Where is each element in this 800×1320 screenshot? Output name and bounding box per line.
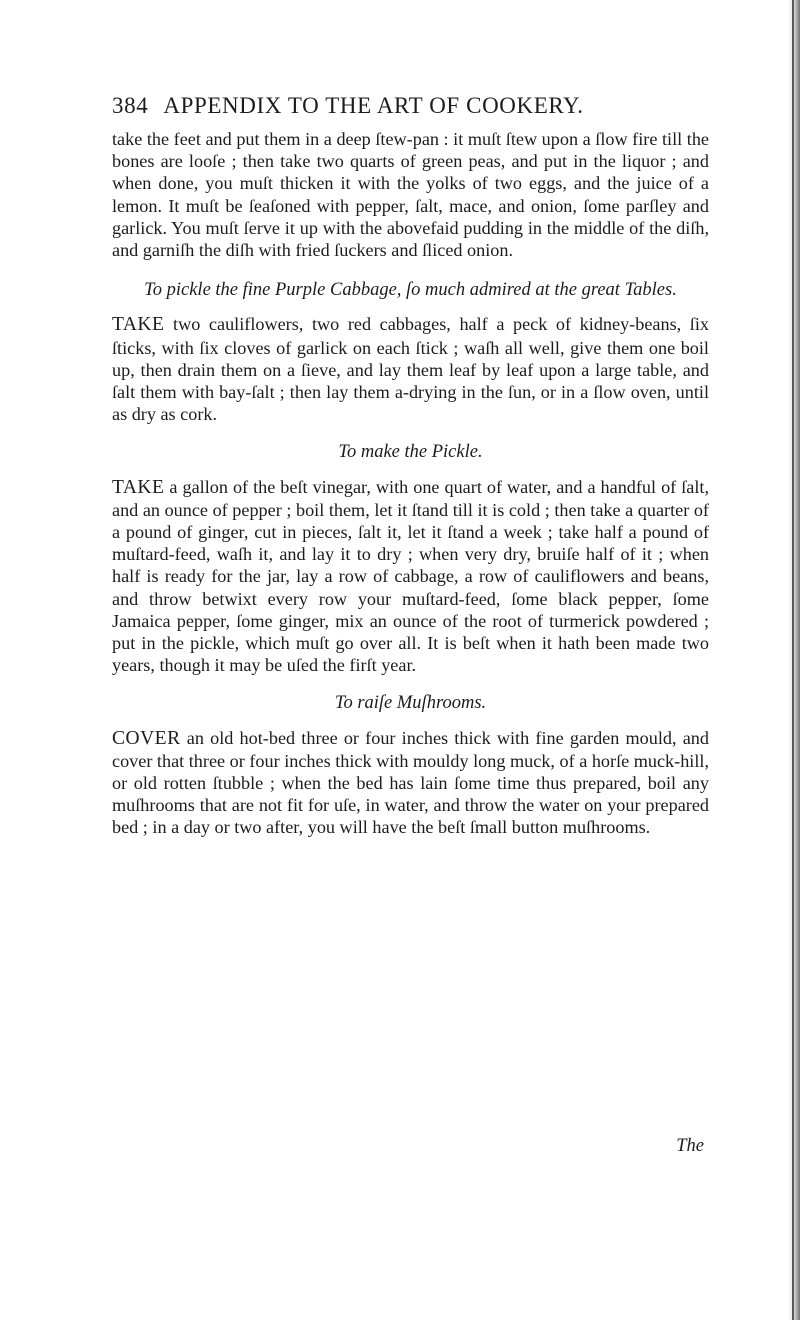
page-body: [112, 128, 709, 839]
recipe-heading-pickle-cabbage: To pickle the fine Purple Cabbage, ſo much admired at the great Tables.: [144, 280, 677, 301]
recipe-paragraph-pickle-cabbage: [112, 313, 709, 425]
recipe-paragraph-make-pickle: [112, 476, 709, 677]
paragraph-text: a gallon of the beſt vinegar, with one quart of water, and a handful of ſalt, and an ounce of pepper ; boil them, let it ſtand till it is cold ; then take a quarter of a pound of ginger, cut in pieces, ſalt it, let it ſtand a week ; take half a pound of muſtard-feed, waſh it, and lay it to dry ; when very dry, bruiſe half of it ; when half is ready for the jar, lay a row of cabbage, a row of cauliflowers and beans, and throw betwixt every row your muſtard-feed, ſome black pepper, ſome Jamaica pepper, ſome ginger, mix an ounce of the root of turmerick powdered ; put in the pickle, which muſt go over all. It is beſt when it hath been made two years, though it may be uſed the firſt year.: [112, 476, 709, 676]
running-header: [112, 93, 584, 119]
paragraph-text: an old hot-bed three or four inches thick with fine garden mould, and cover that three or four inches thick with mouldy long muck, of a horſe muck-hill, or old rotten ſtubble ; when the bed has lain ſome time thus prepared, boil any muſhrooms that are not fit for uſe, in water, and throw the water on your prepared bed ; in a day or two after, you will have the beſt ſmall button muſhrooms.: [112, 727, 709, 838]
running-title: APPENDIX TO THE ART OF COOKERY.: [163, 93, 584, 118]
recipe-heading-mushrooms: To raiſe Muſhrooms.: [334, 693, 487, 714]
recipe-paragraph-mushrooms: [112, 727, 709, 839]
page-number: 384: [112, 93, 149, 118]
lead-word: TAKE: [112, 314, 165, 336]
catchword: The: [676, 1136, 704, 1156]
recipe-continuation-paragraph: take the feet and put them in a deep ſtew-pan : it muſt ſtew upon a ſlow fire till the bones are looſe ; then take two quarts of green peas, and put in the liquor ; and when done, you muſt thicken it with the yolks of two eggs, and the juice of a lemon. It muſt be ſeaſoned with pepper, ſalt, mace, and onion, ſome parſley and garlick. You muſt ſerve it up with the abovefaid pudding in the middle of the diſh, and garniſh the diſh with fried ſuckers and ſliced onion.: [112, 129, 709, 261]
lead-word: TAKE: [112, 476, 165, 498]
paragraph-text: two cauliflowers, two red cabbages, half a peck of kidney-beans, ſix ſticks, with ſix cloves of garlick on each ſtick ; waſh all well, give them one boil up, then drain them on a ſieve, and lay them leaf by leaf upon a large table, and ſalt them with bay-ſalt ; then lay them a-drying in the ſun, or in a ſlow oven, until as dry as cork.: [112, 314, 709, 425]
spine-shadow: [788, 0, 800, 1320]
spine-edge: [792, 0, 794, 1320]
recipe-heading-make-pickle: To make the Pickle.: [338, 442, 483, 463]
lead-word: COVER: [112, 727, 181, 749]
